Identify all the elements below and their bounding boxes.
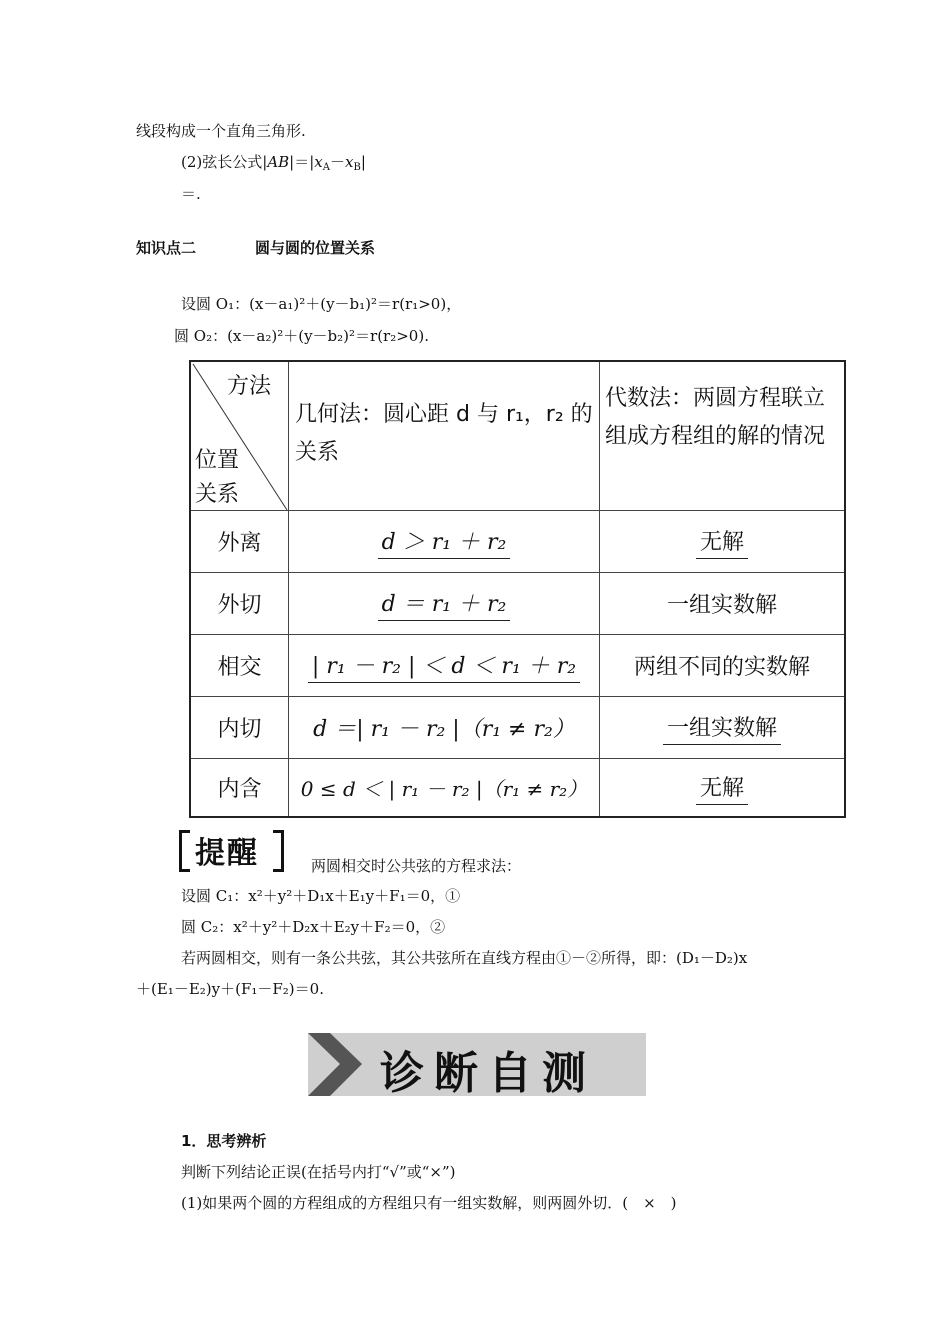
circle-o1-def: 设圆 O₁：(x－a₁)²＋(y－b₁)²＝r(r₁>0)， [181, 295, 462, 313]
row-name-4: 内切 [217, 717, 262, 742]
row-geo-4: d ＝| r₁ － r₂ |（r₁ ≠ r₂） [313, 717, 575, 742]
row-geo-1-text: d ＞ r₁ ＋ r₂ [378, 525, 511, 559]
row-geo-3 [289, 635, 599, 696]
corner-relation: 关系 [195, 482, 240, 507]
row-name-5: 内含 [217, 777, 262, 802]
position-relation-table [189, 360, 846, 818]
row-name-1: 外离 [217, 531, 262, 556]
chord-xa-sub: A [322, 162, 330, 173]
tip-circle-c2: 圆 C₂：x²＋y²＋D₂x＋E₂y＋F₂＝0，② [181, 918, 446, 936]
tip-circle-c1: 设圆 C₁：x²＋y²＋D₁x＋E₁y＋F₁＝0，① [181, 887, 461, 905]
banner-arrow-icon [308, 1033, 378, 1096]
row-alg-5-text: 无解 [696, 771, 748, 805]
row-alg-3: 两组不同的实数解 [633, 655, 810, 680]
row-geo-2 [289, 573, 599, 634]
row-geo-2-text: d ＝ r₁ ＋ r₂ [378, 587, 511, 621]
row-alg-1 [600, 511, 844, 572]
section-title: 圆与圆的位置关系 [255, 239, 376, 257]
banner-title: 诊断自测 [380, 1048, 596, 1099]
geo-header: 几何法：圆心距 d 与 r₁，r₂ 的关系 [295, 402, 593, 465]
section-number: 知识点二 [136, 239, 197, 257]
text-line-1: 线段构成一个直角三角形. [136, 122, 306, 140]
row-geo-3-text: | r₁ － r₂ | ＜ d ＜ r₁ ＋ r₂ [308, 649, 580, 683]
chord-xb: x [345, 153, 354, 171]
tip-bracket-left [179, 830, 190, 872]
circle-o2-def: 圆 O₂：(x－a₂)²＋(y－b₂)²＝r(r₂>0). [174, 327, 429, 345]
diagnostic-banner [308, 1033, 646, 1099]
row-geo-1 [289, 511, 599, 572]
tip-bracket-right [273, 830, 284, 872]
chord-prefix: (2)弦长公式| [181, 153, 268, 171]
chord-ab: AB [267, 153, 290, 171]
chord-end: | [360, 153, 366, 171]
row-alg-1-text: 无解 [696, 525, 748, 559]
tip-label [179, 828, 283, 872]
corner-position: 位置 [195, 448, 240, 473]
chord-xa: x [314, 153, 323, 171]
tip-intro: 两圆相交时公共弦的方程求法： [311, 857, 522, 875]
text-line-3: ＝. [181, 185, 201, 203]
chord-xb-sub: B [353, 162, 361, 173]
exercise-heading: 1．思考辨析 [181, 1132, 267, 1150]
row-alg-4 [600, 697, 844, 758]
corner-method: 方法 [227, 374, 272, 399]
row-geo-5: 0 ≤ d ＜ | r₁ － r₂ |（r₁ ≠ r₂） [300, 777, 588, 801]
row-name-3: 相交 [217, 655, 262, 680]
chord-eq: |＝| [289, 153, 315, 171]
tip-conclusion-2: ＋(E₁－E₂)y＋(F₁－F₂)＝0. [136, 980, 324, 998]
tip-text: 提醒 [195, 836, 259, 871]
chord-minus: － [329, 153, 345, 171]
row-alg-2: 一组实数解 [666, 593, 777, 618]
row-alg-5 [600, 759, 844, 816]
row-name-2: 外切 [217, 593, 262, 618]
alg-header: 代数法：两圆方程联立组成方程组的解的情况 [605, 386, 826, 449]
tip-conclusion-1: 若两圆相交，则有一条公共弦，其公共弦所在直线方程由①－②所得，即：(D₁－D₂)x [181, 949, 748, 967]
exercise-instruction: 判断下列结论正误(在括号内打“√”或“×”) [181, 1163, 456, 1181]
chord-formula [181, 152, 366, 178]
row-alg-4-text: 一组实数解 [663, 711, 781, 745]
exercise-question-1: (1)如果两个圆的方程组成的方程组只有一组实数解，则两圆外切．( × ) [181, 1194, 677, 1212]
